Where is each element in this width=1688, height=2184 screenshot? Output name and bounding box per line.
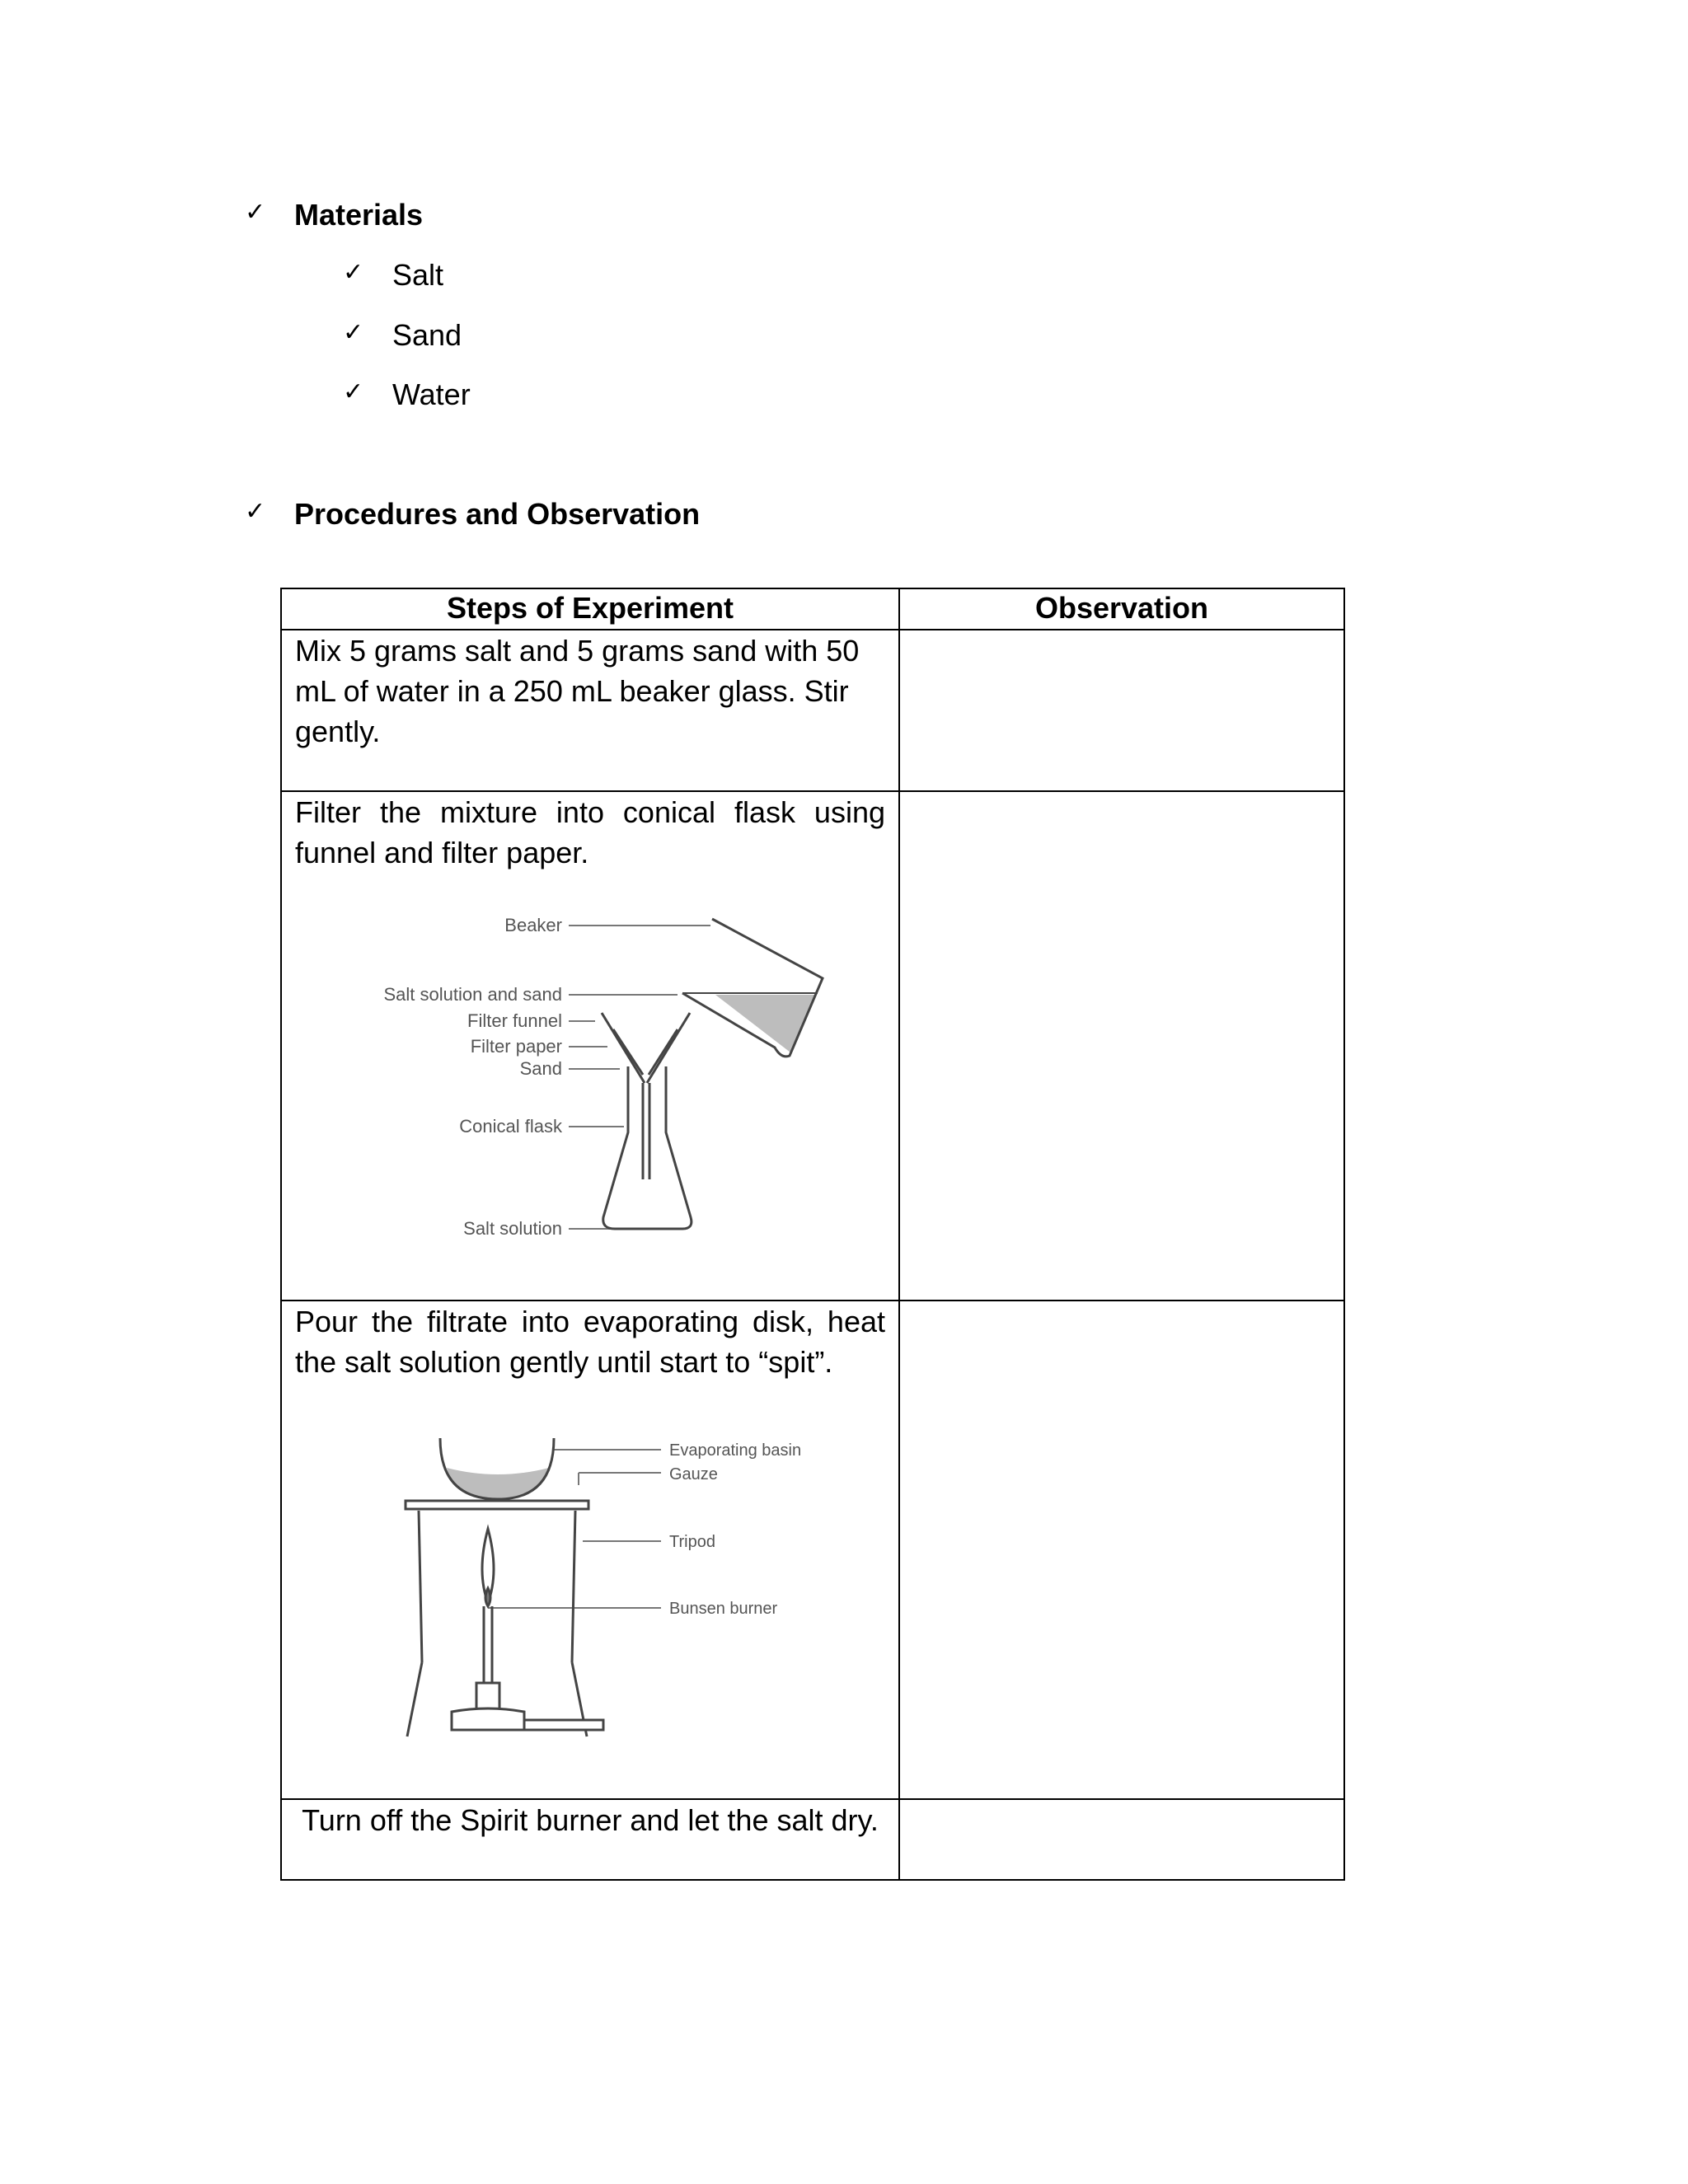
step-text: Pour the filtrate into evaporating disk, heat the salt solution gently until start to “spit”. bbox=[295, 1305, 885, 1379]
step-text: Mix 5 grams salt and 5 grams sand with 50 mL of water in a 250 mL beaker glass. Stir gently. bbox=[295, 634, 860, 748]
checkmark-icon: ✓ bbox=[245, 497, 266, 526]
step-text: Turn off the Spirit burner and let the salt dry. bbox=[302, 1803, 879, 1837]
tripod-label: Tripod bbox=[669, 1533, 715, 1551]
conical-flask-drawing bbox=[603, 1066, 692, 1229]
table-row bbox=[281, 1301, 1344, 1799]
step-cell bbox=[281, 630, 899, 791]
checkmark-icon: ✓ bbox=[245, 198, 266, 227]
bunsen-burner-label: Bunsen burner bbox=[669, 1600, 778, 1618]
procedures-table bbox=[280, 588, 1345, 1881]
beaker-drawing bbox=[682, 919, 823, 1057]
step-cell bbox=[281, 791, 899, 1301]
filter-paper-label: Filter paper bbox=[470, 1036, 562, 1057]
materials-heading: Materials bbox=[294, 198, 424, 232]
checkmark-icon: ✓ bbox=[343, 377, 364, 406]
observation-cell[interactable] bbox=[899, 791, 1344, 1301]
steps-column-header: Steps of Experiment bbox=[281, 588, 899, 630]
step-cell bbox=[281, 1799, 899, 1880]
material-item-salt: Salt bbox=[392, 258, 444, 292]
conical-flask-label: Conical flask bbox=[459, 1116, 562, 1137]
observation-cell[interactable] bbox=[899, 1301, 1344, 1799]
filtration-diagram bbox=[282, 873, 897, 1285]
step-text: Filter the mixture into conical flask using funnel and filter paper. bbox=[295, 795, 885, 869]
evaporating-basin-label: Evaporating basin bbox=[669, 1441, 802, 1460]
sand-label: Sand bbox=[519, 1058, 562, 1079]
checkmark-icon: ✓ bbox=[343, 318, 364, 347]
salt-solution-sand-label: Salt solution and sand bbox=[383, 984, 562, 1005]
gauze-label: Gauze bbox=[669, 1465, 718, 1483]
salt-solution-label: Salt solution bbox=[463, 1218, 562, 1239]
procedures-heading: Procedures and Observation bbox=[294, 497, 701, 531]
evaporating-basin-drawing bbox=[440, 1438, 554, 1499]
funnel-drawing bbox=[602, 1013, 690, 1179]
observation-column-header: Observation bbox=[899, 588, 1344, 630]
filter-funnel-label: Filter funnel bbox=[467, 1010, 562, 1031]
material-item-water: Water bbox=[392, 377, 471, 411]
step-cell bbox=[281, 1301, 899, 1799]
evaporation-diagram bbox=[282, 1382, 897, 1786]
material-item-sand: Sand bbox=[392, 318, 462, 352]
table-row bbox=[281, 630, 1344, 791]
checkmark-icon: ✓ bbox=[343, 258, 364, 287]
table-row bbox=[281, 791, 1344, 1301]
observation-cell[interactable] bbox=[899, 1799, 1344, 1880]
table-header-row bbox=[281, 588, 1344, 630]
table-row bbox=[281, 1799, 1344, 1880]
observation-cell[interactable] bbox=[899, 630, 1344, 791]
beaker-label: Beaker bbox=[504, 915, 562, 935]
